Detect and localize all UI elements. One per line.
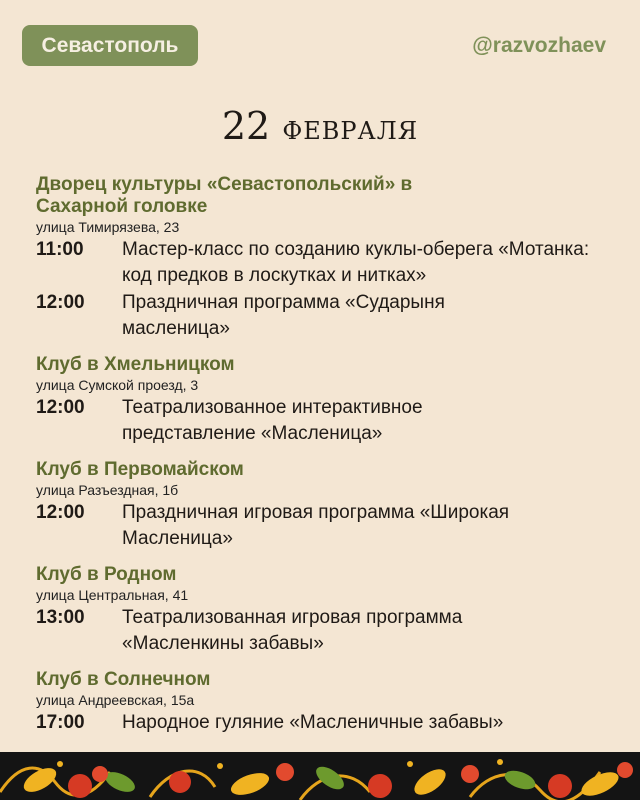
event-title: Народное гуляние «Масленичные забавы» [122,712,504,733]
event-row [36,237,616,289]
event-row [36,605,616,657]
venue [36,564,616,657]
venue-name: Клуб в Хмельницком [36,354,235,375]
event-title: Праздничная программа «Сударыня масленица» [122,292,445,339]
date-day: 22 [221,104,271,148]
venue [36,669,616,736]
city-badge: Севастополь [22,25,198,66]
venue-address: улица Тимирязева, 23 [36,219,180,235]
event-time: 12:00 [36,292,85,313]
event-row [36,710,616,736]
venue [36,174,616,342]
venue-name: Клуб в Первомайском [36,459,244,480]
event-title: Театрализованная игровая программа «Масленкины забавы» [122,607,463,654]
author-handle: @razvozhaev [472,34,606,57]
event-row [36,290,616,342]
date-title [0,104,640,148]
event-title: Мастер-класс по созданию куклы-оберега «Мотанка: код предков в лоскутках и нитках» [122,239,590,286]
venue-address: улица Андреевская, 15а [36,692,195,708]
date-month: февраля [282,108,419,148]
khokhloma-ornament [0,752,640,800]
event-title: Праздничная игровая программа «Широкая Масленица» [122,502,510,549]
event-time: 12:00 [36,397,85,418]
event-time: 11:00 [36,239,84,260]
event-time: 13:00 [36,607,85,628]
venue-list [36,174,616,748]
venue [36,459,616,552]
venue-address: улица Разъездная, 1б [36,482,179,498]
venue [36,354,616,447]
event-title: Театрализованное интерактивное представление «Масленица» [122,397,423,444]
event-row [36,500,616,552]
venue-address: улица Сумской проезд, 3 [36,377,199,393]
event-time: 17:00 [36,712,85,733]
event-time: 12:00 [36,502,85,523]
venue-name: Дворец культуры «Севастопольский» в Сахарной головке [36,174,413,217]
venue-name: Клуб в Солнечном [36,669,211,690]
venue-name: Клуб в Родном [36,564,177,585]
event-row [36,395,616,447]
venue-address: улица Центральная, 41 [36,587,189,603]
